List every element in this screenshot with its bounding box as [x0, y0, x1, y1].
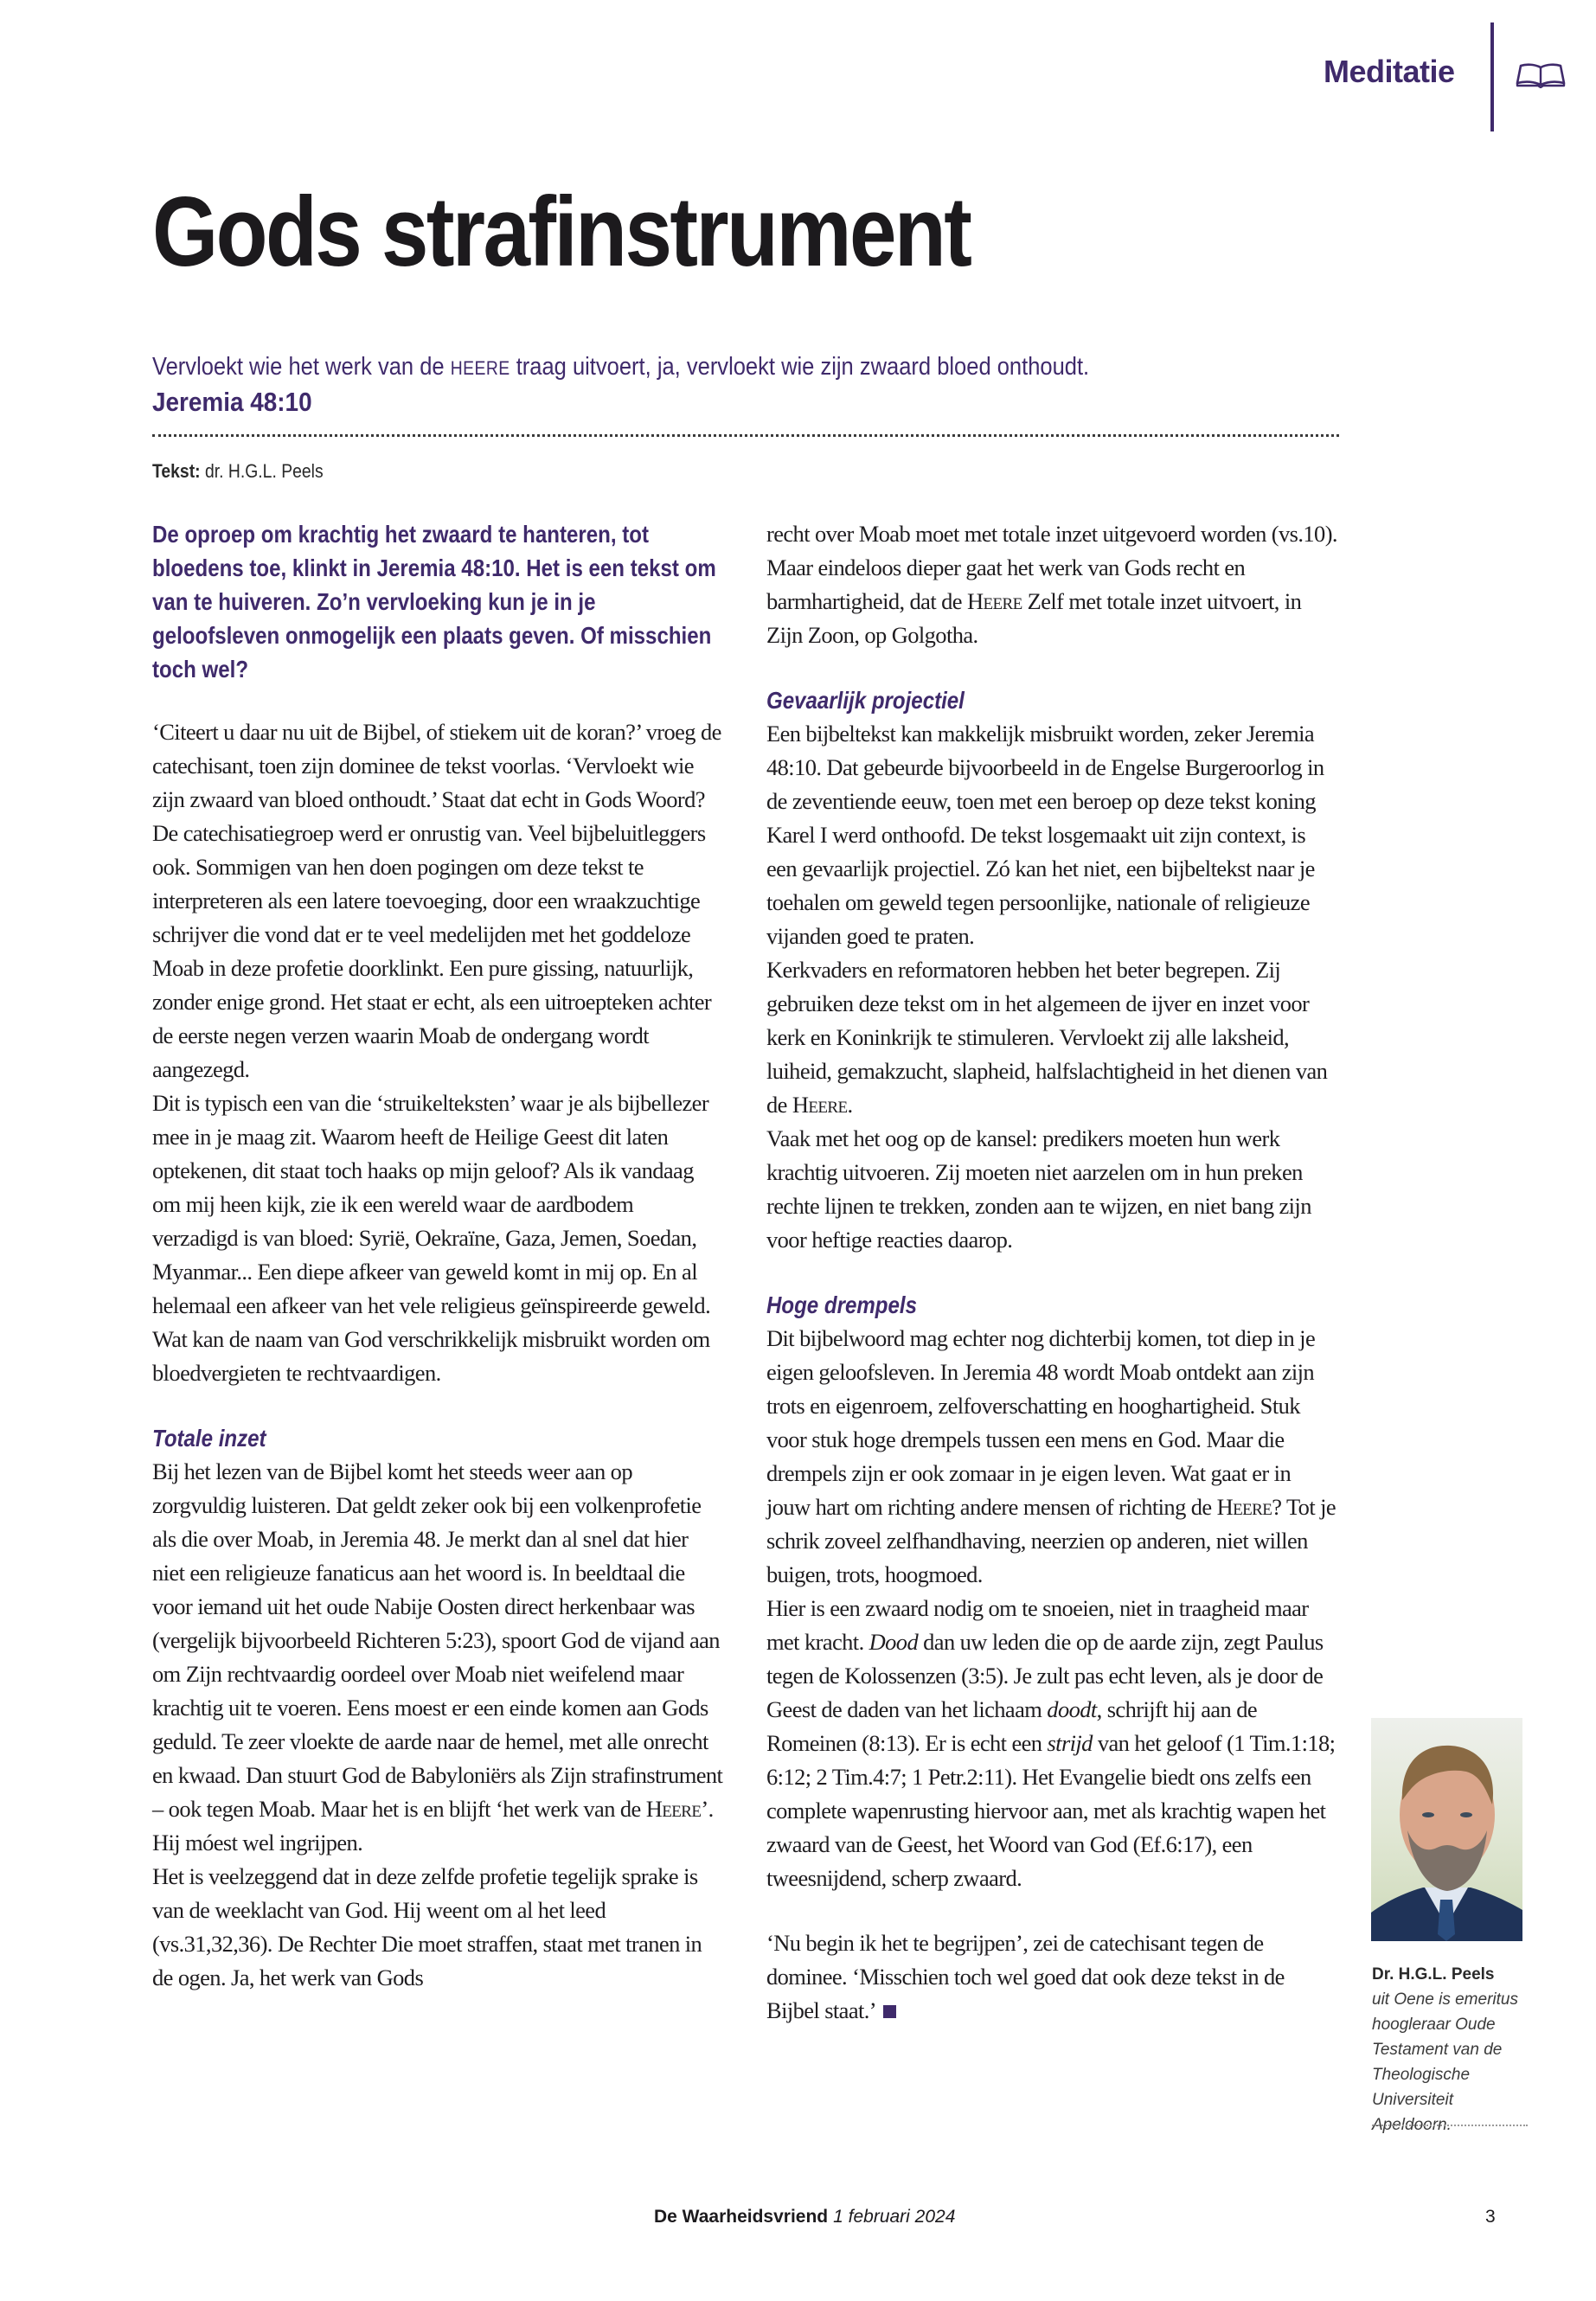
author-name: Dr. H.G.L. Peels	[1372, 1965, 1495, 1984]
text-run: recht over Moab moet met totale inzet uitgevoerd worden (vs.10). Maar eindeloos dieper gaat het werk van Gods recht en barmhartigheid, dat de	[766, 521, 1337, 614]
verse-quote	[152, 353, 1089, 381]
lead-paragraph: De oproep om krachtig het zwaard te hanteren, tot bloedens toe, klinkt in Jeremia 48:10. Het is een tekst om van te huiveren. Zo’n vervloeking kun je in je geloofsleven onmogelijk een plaats geven. Of misschien toch wel?	[152, 521, 716, 683]
verse-text-end: traag uitvoert, ja, vervloekt wie zijn zwaard bloed onthoudt.	[510, 353, 1090, 381]
page-number: 3	[1485, 2207, 1496, 2227]
lord-smallcaps: Heere	[1216, 1494, 1272, 1520]
body-paragraph: Vaak met het oog op de kansel: predikers moeten hun werk krachtig uitvoeren. Zij moeten niet aarzelen om in hun preken rechte lijnen te trekken, zonden aan te wijzen, en niet bang zijn voor heftige reacties daarop.	[766, 1125, 1311, 1253]
text-run: ‘Nu begin ik het te begrijpen’, zei de catechisant tegen de dominee. ‘Misschien toch wel goed dat ook deze tekst in de Bijbel staat.’	[766, 1930, 1285, 2023]
lord-smallcaps: Heere	[645, 1796, 702, 1822]
header-divider	[1490, 22, 1494, 131]
text-run: Bij het lezen van de Bijbel komt het steeds weer aan op zorgvuldig luisteren. Dat geldt zeker ook bij een volkenprofetie als die over Moab, in Jeremia 48. Je merkt dan al snel dat hier niet een religieuze fanaticus aan het woord is. In beeldtaal die voor iemand uit het oude Nabije Oosten direct herkenbaar was (vergelijk bijvoorbeeld Richteren 5:23), spoort God de vijand aan om Zijn rechtvaardig oordeel over Moab niet weifelend maar krachtig uit te voeren. Eens moest er een einde komen aan Gods geduld. Te zeer vloekte de aarde naar de hemel, met alle onrecht en kwaad. Dan stuurt God de Babyloniërs als Zijn strafinstrument – ook tegen Moab. Maar het is en blijft ‘het werk van de	[152, 1458, 723, 1822]
author-photo	[1371, 1718, 1522, 1941]
publication-name: De Waarheidsvriend	[654, 2207, 829, 2227]
body-paragraph: Dit is typisch een van die ‘struikelteksten’ waar je als bijbellezer mee in je maag zit. Waarom heeft de Heilige Geest dit laten optekenen, dit staat toch haaks op mijn geloof? Als ik vandaag om mij heen kijk, zie ik een wereld waar de aardbodem verzadigd is van bloed: Syrië, Oekraïne, Gaza, Jemen, Soedan, Myanmar... Een diepe afkeer van geweld komt in mij op. En al helemaal een afkeer van het vele religieus geïnspireerde geweld. Wat kan de naam van God verschrikkelijk misbruikt worden om bloedvergieten te rechtvaardigen.	[152, 1090, 711, 1386]
body-paragraph: ‘Citeert u daar nu uit de Bijbel, of stiekem uit de koran?’ vroeg de catechisant, toen zijn dominee de tekst voorlas. ‘Vervloekt wie zijn zwaard van bloed onthoudt.’ Staat dat echt in Gods Woord? De catechisatiegroep werd er onrustig van. Veel bijbeluitleggers ook. Sommigen van hen doen pogingen om deze tekst te interpreteren als een latere toevoeging, door een wraakzuchtige schrijver die vond dat er te veel medelijden met het goddeloze Moab in deze profetie doorklinkt. Een pure gissing, natuurlijk, zonder enige grond. Het staat er echt, als een uitroepteken achter de eerste negen verzen waarin Moab de ondergang wordt aangezegd.	[152, 719, 721, 1082]
text-run: Dit bijbelwoord mag echter nog dichterbij komen, tot diep in je eigen geloofsleven. In Jeremia 48 wordt Moab ontdekt aan zijn trots en eigenroem, zelfoverschatting en hooghartigheid. Stuk voor stuk hoge drempels tussen een mens en God. Maar die drempels zijn er ook zomaar in je eigen leven. Wat gaat er in jouw hart om richting andere mensen of richting de	[766, 1325, 1316, 1520]
body-paragraph: Het is veelzeggend dat in deze zelfde profetie tegelijk sprake is van de weeklacht van God. Hij weent om al het leed (vs.31,32,36). De Rechter Die moet straffen, staat met tranen in de ogen. Ja, het werk van Gods	[152, 1863, 702, 1990]
text-run: , schrijft hij aan de Romeinen (8:13). Er is echt een	[766, 1696, 1258, 1756]
body-paragraph	[152, 1455, 723, 1860]
body-paragraph	[766, 517, 1337, 652]
spacer	[152, 1390, 723, 1421]
verse-text-start: Vervloekt wie het werk van de	[152, 353, 451, 381]
text-run: ? Tot je schrik zoveel zelfhandhaving, neerzien op anderen, niet willen buigen, trots, hoogmoed.	[766, 1494, 1336, 1587]
end-of-article-mark	[883, 2005, 896, 2018]
emphasis: Dood	[869, 1629, 919, 1655]
open-book-icon	[1516, 62, 1566, 88]
emphasis: strijd	[1047, 1730, 1093, 1756]
text-run: Hier is een zwaard nodig om te snoeien, niet in traagheid maar met kracht.	[766, 1595, 1309, 1655]
closing-paragraph	[766, 1926, 1337, 2028]
text-run: dan uw leden die op de aarde zijn, zegt Paulus tegen de Kolossenzen (3:5). Je zult pas echt leven, als je door de Geest de daden van het lichaam	[766, 1629, 1324, 1722]
verse-reference: Jeremia 48:10	[152, 387, 312, 417]
author-description: uit Oene is emeritus hoogleraar Oude Testament van de Theologische Universiteit Apeldoorn.	[1372, 1990, 1518, 2134]
left-column	[152, 517, 723, 1995]
footer-publication	[654, 2207, 955, 2227]
author-portrait-illustration	[1371, 1718, 1522, 1941]
body-paragraph	[766, 1322, 1337, 1592]
text-run: Zelf met totale inzet uitvoert, in Zijn Zoon, op Golgotha.	[766, 588, 1302, 648]
subheading-gevaarlijk-projectiel: Gevaarlijk projectiel	[766, 687, 965, 714]
lord-smallcaps: HEERE	[450, 357, 510, 379]
right-column	[766, 517, 1337, 2028]
spacer	[766, 652, 1337, 683]
spacer	[766, 1257, 1337, 1288]
section-label: Meditatie	[1324, 54, 1455, 89]
body-paragraph: Een bijbeltekst kan makkelijk misbruikt worden, zeker Jeremia 48:10. Dat gebeurde bijvoorbeeld in de Engelse Burgeroorlog in de zeventiende eeuw, toen met een beroep op deze tekst koning Karel I werd onthoofd. De tekst losgemaakt uit zijn context, is een gevaarlijk projectiel. Zó kan het niet, een bijbeltekst naar je toehalen om geweld tegen persoonlijke, nationale of religieuze vijanden goed te praten.	[766, 721, 1324, 949]
byline-author: dr. H.G.L. Peels	[204, 460, 324, 482]
body-paragraph	[766, 953, 1337, 1122]
lord-smallcaps: Heere	[966, 588, 1022, 614]
author-caption	[1372, 1962, 1536, 2138]
emphasis: doodt	[1047, 1696, 1097, 1722]
publication-date: 1 februari 2024	[833, 2207, 956, 2227]
text-run: Kerkvaders en reformatoren hebben het beter begrepen. Zij gebruiken deze tekst om in het algemeen de ijver en inzet voor kerk en Koninkrijk te stimuleren. Vervloekt zij alle laksheid, luiheid, gemakzucht, slapheid, halfslachtigheid in het dienen van de	[766, 957, 1328, 1118]
body-paragraph	[766, 1592, 1337, 1895]
text-run: .	[847, 1092, 853, 1118]
byline-label: Tekst:	[152, 460, 201, 482]
caption-divider	[1372, 2125, 1528, 2126]
text-run: ’. Hij móest wel ingrijpen.	[152, 1796, 714, 1856]
subheading-hoge-drempels: Hoge drempels	[766, 1292, 917, 1318]
byline	[152, 460, 324, 483]
dotted-divider	[152, 434, 1339, 437]
article-title: Gods strafinstrument	[152, 177, 971, 287]
subheading-totale-inzet: Totale inzet	[152, 1425, 266, 1452]
lord-smallcaps: Heere	[792, 1092, 848, 1118]
spacer	[766, 1895, 1337, 1926]
text-run: van het geloof (1 Tim.1:18; 6:12; 2 Tim.4:7; 1 Petr.2:11). Het Evangelie biedt ons zelfs een complete wapenrusting hiervoor aan, met als krachtig wapen het zwaard van de Geest, het Woord van God (Ef.6:17), een tweesnijdend, scherp zwaard.	[766, 1730, 1336, 1891]
